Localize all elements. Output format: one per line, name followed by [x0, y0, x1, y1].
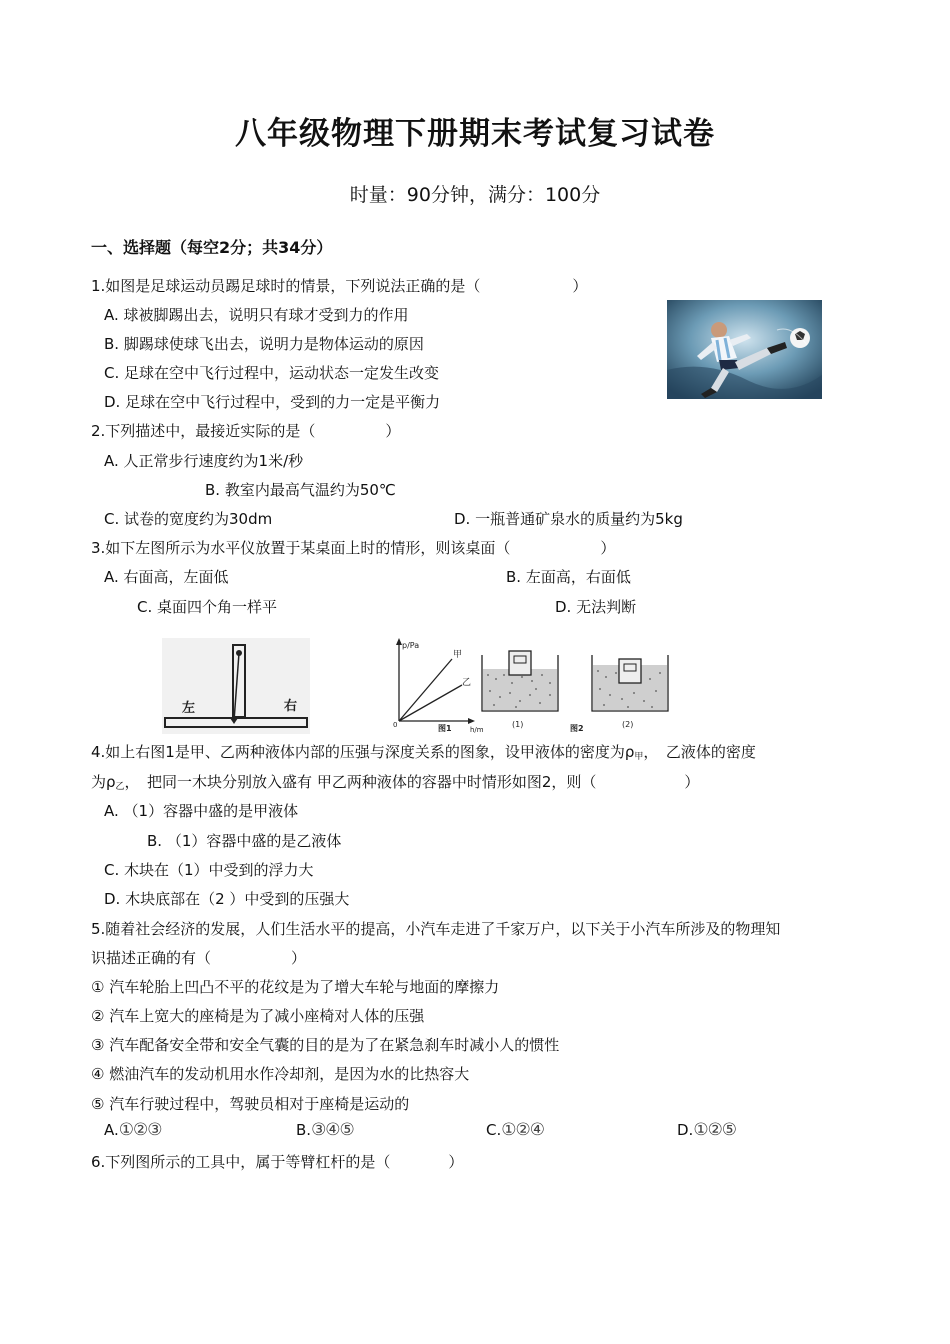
question-4-option-d: D. 木块底部在（2 ）中受到的压强大	[104, 890, 350, 908]
question-3-option-a: A. 右面高，左面低	[104, 568, 229, 586]
level-right-label: 右	[284, 699, 298, 714]
level-left-label: 左	[182, 701, 196, 716]
question-2-option-b: B. 教室内最高气温约为50℃	[205, 481, 396, 499]
question-5-option-d: D.①②⑤	[677, 1120, 737, 1140]
question-5-statement-3: ③ 汽车配备安全带和安全气囊的目的是为了在紧急刹车时减小人的惯性	[91, 1036, 560, 1054]
question-4-option-a: A. （1）容器中盛的是甲液体	[104, 802, 299, 820]
question-1-option-c: C. 足球在空中飞行过程中，运动状态一定发生改变	[104, 364, 440, 382]
pressure-figure	[390, 635, 680, 733]
fig1-label: 图1	[438, 724, 452, 733]
question-6-stem: 6.下列图所示的工具中，属于等臂杠杆的是（ ）	[91, 1153, 464, 1171]
question-4-option-b: B. （1）容器中盛的是乙液体	[147, 832, 342, 850]
question-5-statement-1: ① 汽车轮胎上凹凸不平的花纹是为了增大车轮与地面的摩擦力	[91, 978, 500, 996]
level-figure	[162, 638, 310, 734]
question-5-statement-4: ④ 燃油汽车的发动机用水作冷却剂，是因为水的比热容大	[91, 1065, 470, 1083]
question-5-option-c: C.①②④	[486, 1120, 544, 1140]
question-2-option-a: A. 人正常步行速度约为1米/秒	[104, 452, 304, 470]
question-5-line-2: 识描述正确的有（ ）	[91, 949, 307, 967]
question-3-option-c: C. 桌面四个角一样平	[137, 598, 278, 616]
question-4-line-2: 为$\rho_乙$， 把同一木块分别放入盛有 甲乙两种液体的容器中时情形如图2，则（ ）	[91, 773, 700, 792]
soccer-player-photo	[667, 300, 822, 399]
question-4-line-1: 4.如上右图1是甲、乙两种液体内部的压强与深度关系的图象，设甲液体的密度为$\rho_甲$， 乙液体的密度	[91, 743, 756, 762]
question-5-statement-2: ② 汽车上宽大的座椅是为了减小座椅对人体的压强	[91, 1007, 425, 1025]
question-1-option-a: A. 球被脚踢出去，说明只有球才受到力的作用	[104, 306, 409, 324]
question-3-stem: 3.如下左图所示为水平仪放置于某桌面上时的情形，则该桌面（ ）	[91, 539, 616, 557]
question-3-option-d: D. 无法判断	[555, 598, 637, 616]
question-5-option-b: B.③④⑤	[296, 1120, 354, 1140]
graph-x-label: h/m	[470, 726, 484, 733]
question-1-option-d: D. 足球在空中飞行过程中，受到的力一定是平衡力	[104, 393, 441, 411]
question-2-option-c: C. 试卷的宽度约为30dm	[104, 510, 273, 528]
page-title: 八年级物理下册期末考试复习试卷	[235, 116, 715, 152]
graph-line-yi: 乙	[462, 678, 472, 688]
question-1-stem: 1.如图是足球运动员踢足球时的情景，下列说法正确的是（ ）	[91, 277, 588, 295]
question-5-statement-5: ⑤ 汽车行驶过程中，驾驶员相对于座椅是运动的	[91, 1095, 410, 1113]
question-4-option-c: C. 木块在（1）中受到的浮力大	[104, 861, 314, 879]
exam-info: 时量：90分钟，满分：100分	[349, 184, 601, 206]
fig2-label: 图2	[570, 724, 584, 733]
question-2-stem: 2.下列描述中，最接近实际的是（ ）	[91, 422, 401, 440]
section-heading: 一、选择题（每空2分；共34分）	[91, 238, 333, 257]
container-2-label: (2)	[622, 720, 634, 729]
graph-origin: 0	[393, 721, 398, 729]
question-1-option-b: B. 脚踢球使球飞出去，说明力是物体运动的原因	[104, 335, 424, 353]
container-1-label: (1)	[512, 720, 524, 729]
question-3-option-b: B. 左面高，右面低	[506, 568, 631, 586]
question-5-option-a: A.①②③	[104, 1120, 162, 1140]
question-5-line-1: 5.随着社会经济的发展，人们生活水平的提高，小汽车走进了千家万户，以下关于小汽车所涉及的物理知	[91, 920, 781, 938]
question-2-option-d: D. 一瓶普通矿泉水的质量约为5kg	[454, 510, 683, 528]
graph-y-label: p/Pa	[402, 641, 420, 650]
graph-line-jia: 甲	[453, 650, 463, 660]
